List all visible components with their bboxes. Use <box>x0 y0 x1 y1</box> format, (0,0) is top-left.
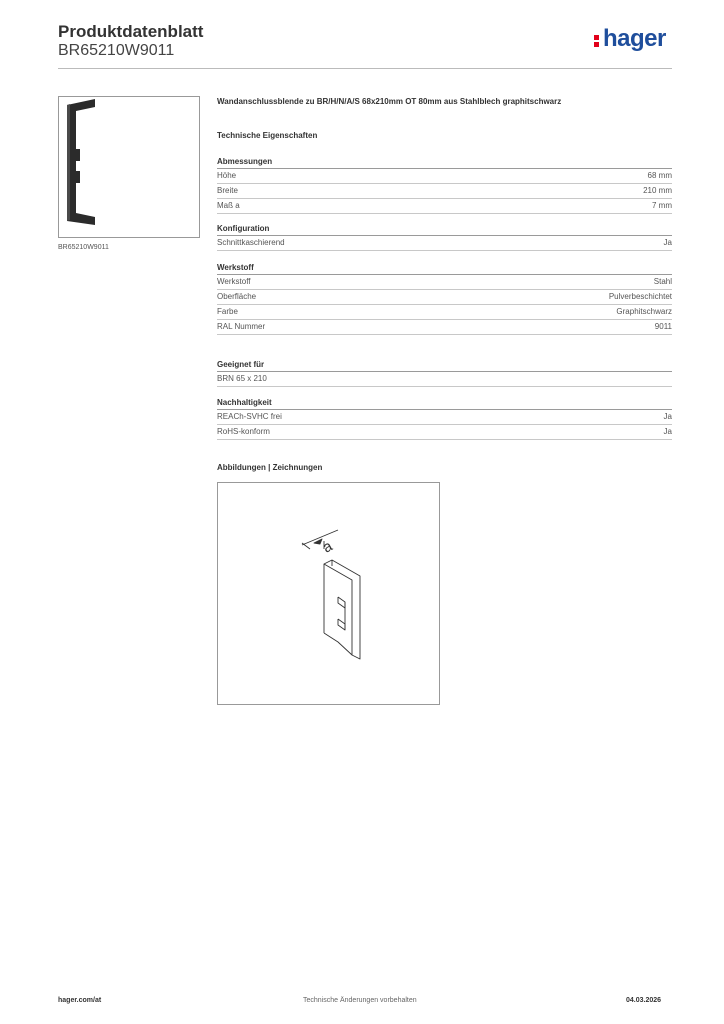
section-configuration <box>217 222 672 251</box>
row-value: Ja <box>663 412 672 421</box>
row-value: Pulverbeschichtet <box>608 292 672 301</box>
table-row <box>217 199 672 214</box>
row-label: RAL Nummer <box>217 322 266 331</box>
section-title: Geeignet für <box>217 358 672 372</box>
technical-properties-heading: Technische Eigenschaften <box>217 131 318 140</box>
table-row <box>217 372 672 387</box>
logo-text: hager <box>603 25 666 52</box>
table-row <box>217 169 672 184</box>
row-label: Werkstoff <box>217 277 251 286</box>
row-value: 210 mm <box>643 186 672 195</box>
table-row <box>217 290 672 305</box>
section-title: Abmessungen <box>217 155 672 169</box>
footer-date: 04.03.2026 <box>626 997 662 1004</box>
table-row <box>217 275 672 290</box>
product-image-caption: BR65210W9011 <box>58 244 109 251</box>
row-label: BRN 65 x 210 <box>217 374 267 383</box>
row-label: Schnittkaschierend <box>217 238 285 247</box>
table-row <box>217 305 672 320</box>
hager-logo <box>594 25 674 58</box>
table-row <box>217 425 672 440</box>
article-number: BR65210W9011 <box>58 42 175 59</box>
logo-dot-bottom <box>594 42 599 47</box>
row-value: Graphitschwarz <box>616 307 672 316</box>
section-title: Werkstoff <box>217 261 672 275</box>
section-title: Konfiguration <box>217 222 672 236</box>
page-title: Produktdatenblatt <box>58 22 204 41</box>
drawings-heading: Abbildungen | Zeichnungen <box>217 463 323 472</box>
row-label: Oberfläche <box>217 292 257 301</box>
product-photo-icon <box>59 97 199 237</box>
table-row <box>217 320 672 335</box>
row-label: Breite <box>217 186 238 195</box>
technical-drawing-icon <box>218 483 439 704</box>
row-value: Stahl <box>653 277 672 286</box>
row-label: REACh-SVHC frei <box>217 412 282 421</box>
section-dimensions <box>217 155 672 214</box>
row-value: 7 mm <box>652 201 672 210</box>
section-title: Nachhaltigkeit <box>217 396 672 410</box>
product-image <box>58 96 200 238</box>
row-label: RoHS-konform <box>217 427 270 436</box>
row-value: Ja <box>663 427 672 436</box>
table-row <box>217 184 672 199</box>
section-material <box>217 261 672 335</box>
technical-drawing <box>217 482 440 705</box>
row-value: 68 mm <box>647 171 672 180</box>
product-description: Wandanschlussblende zu BR/H/N/A/S 68x210mm OT 80mm aus Stahlblech graphitschwarz <box>217 97 562 106</box>
logo-dot-top <box>594 35 599 40</box>
footer-website-link[interactable]: hager.com/at <box>58 997 102 1004</box>
row-label: Höhe <box>217 171 237 180</box>
table-row <box>217 410 672 425</box>
row-value: 9011 <box>654 322 672 331</box>
section-suitable-for <box>217 358 672 387</box>
section-sustainability <box>217 396 672 440</box>
table-row <box>217 236 672 251</box>
row-label: Farbe <box>217 307 238 316</box>
row-value: Ja <box>663 238 672 247</box>
dimension-label-a: a <box>319 537 336 557</box>
header-divider <box>58 68 672 69</box>
row-label: Maß a <box>217 201 240 210</box>
footer-notice: Technische Änderungen vorbehalten <box>303 997 417 1004</box>
